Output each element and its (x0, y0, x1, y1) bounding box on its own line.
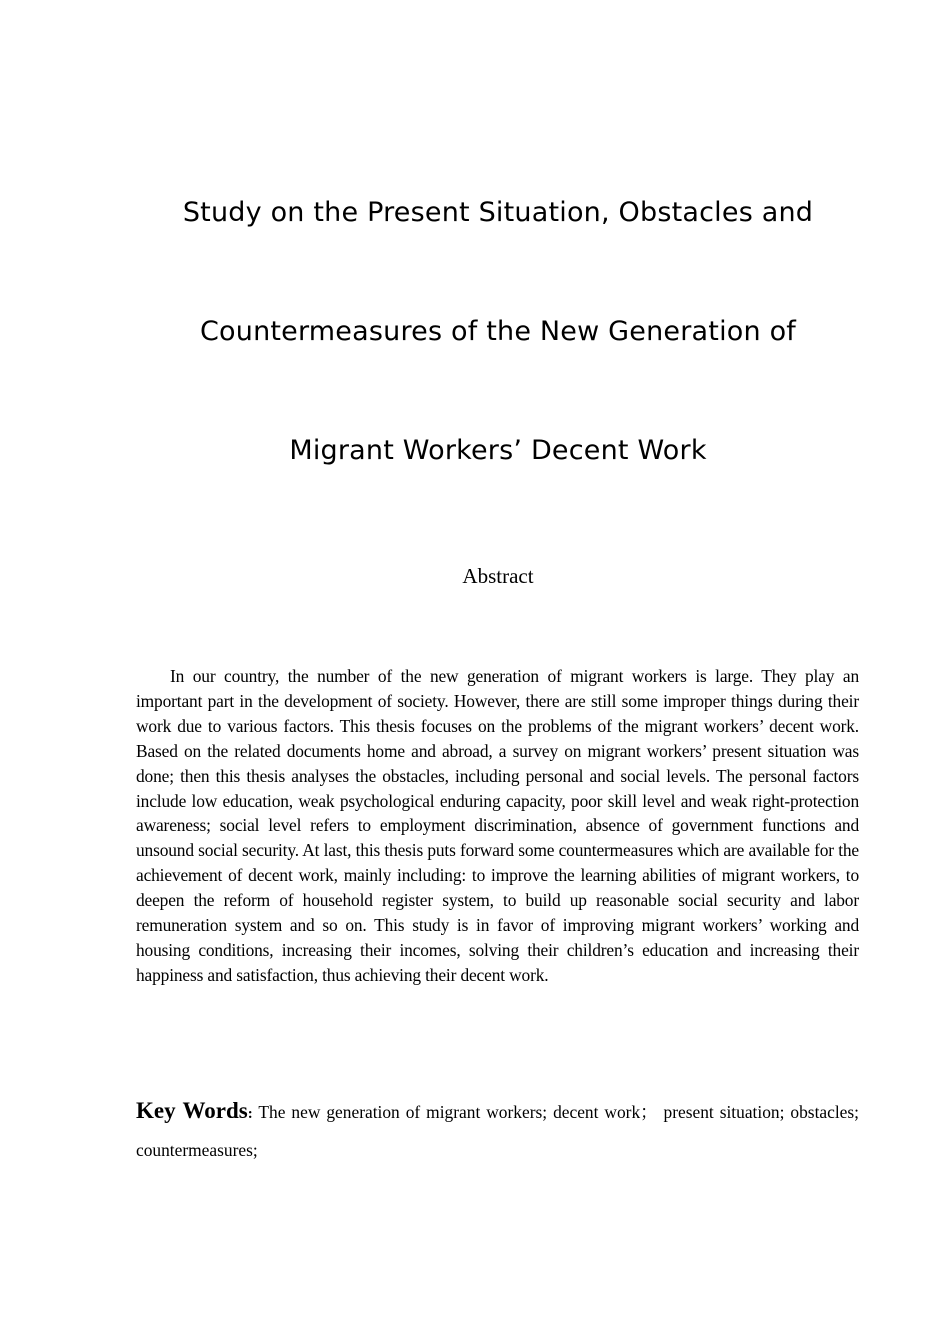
title-line-1: Study on the Present Situation, Obstacles and (182, 197, 814, 228)
title-line-2: Countermeasures of the New Generation of (199, 316, 797, 347)
keywords-text: The new generation of migrant workers; decent work； present situation; obstacles; countermeasures; (136, 1102, 859, 1160)
keywords-label: Key Words (136, 1098, 248, 1123)
abstract-body: In our country, the number of the new generation of migrant workers is large. They play an important part in the development of society. However, there are still some improper things during their work due to various factors. This thesis focuses on the problems of the migrant workers’ decent work. Based on the related documents home and abroad, a survey on migrant workers’ present situation was done; then this thesis analyses the obstacles, including personal and social levels. The personal factors include low education, weak psychological enduring capacity, poor skill level and weak right-protection awareness; social level refers to employment discrimination, absence of government functions and unsound social security. At last, this thesis puts forward some countermeasures which are available for the achievement of decent work, mainly including: to improve the learning abilities of migrant workers, to deepen the reform of household register system, to build up reasonable social security and labor remuneration system and so on. This study is in favor of improving migrant workers’ working and housing conditions, increasing their incomes, solving their children’s education and increasing their happiness and satisfaction, thus achieving their decent work. (136, 666, 859, 985)
abstract-heading: Abstract (462, 564, 534, 588)
keywords-paragraph (136, 1093, 859, 1168)
keywords-colon: : (247, 1106, 253, 1122)
title-line-3: Migrant Workers’ Decent Work (289, 435, 707, 466)
